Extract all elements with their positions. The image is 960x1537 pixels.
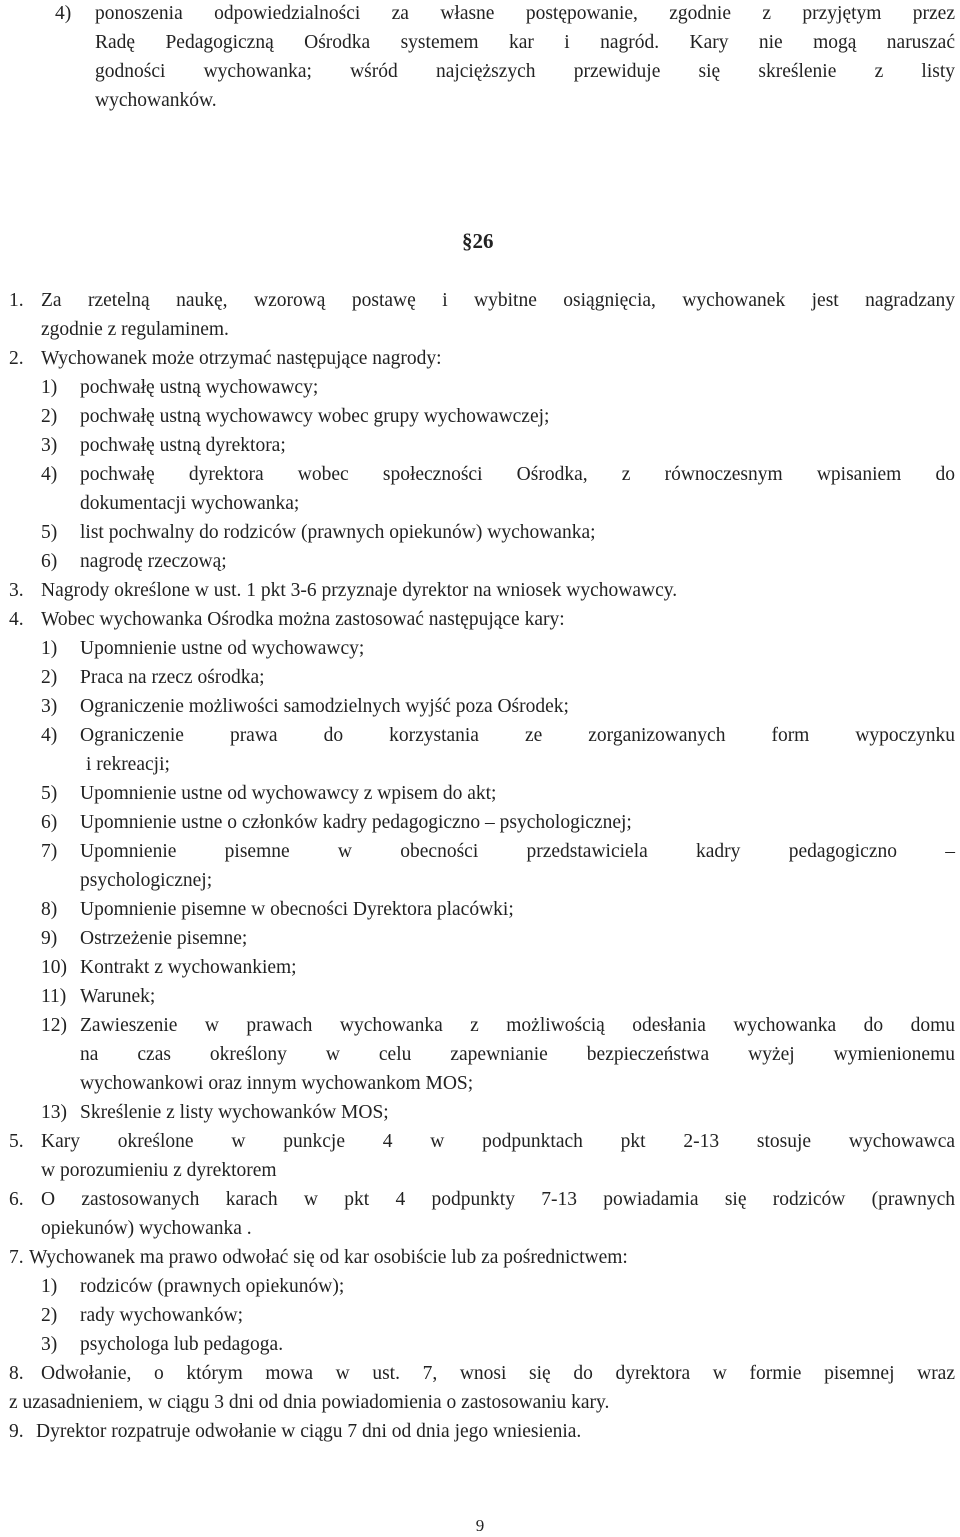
- list-item: list pochwalny do rodziców (prawnych opiekunów) wychowanka;: [80, 522, 596, 543]
- list-number: 1): [41, 377, 58, 398]
- paragraph-number: 5.: [9, 1131, 24, 1152]
- list-item: pochwałę ustną wychowawcy wobec grupy wychowawczej;: [80, 406, 550, 427]
- paragraph-number: 3.: [9, 580, 24, 601]
- text-line: O zastosowanych karach w pkt 4 podpunkty 7-13 powiadamia się rodziców (prawnych: [41, 1189, 955, 1210]
- list-item: dokumentacji wychowanka;: [80, 493, 300, 514]
- list-number: 4): [41, 725, 58, 746]
- text-line: godności wychowanka; wśród najcięższych przewiduje się skreślenie z listy: [95, 61, 955, 82]
- list-number: 12): [41, 1015, 67, 1036]
- list-item: pochwałę ustną dyrektora;: [80, 435, 286, 456]
- list-item: Upomnienie ustne od wychowawcy z wpisem do akt;: [80, 783, 497, 804]
- text-line: Wychowanek może otrzymać następujące nagrody:: [41, 348, 442, 369]
- paragraph-number: 9.: [9, 1421, 24, 1442]
- list-item: Upomnienie ustne o członków kadry pedagogiczno – psychologicznej;: [80, 812, 632, 833]
- list-item: Kontrakt z wychowankiem;: [80, 957, 297, 978]
- text-line: zgodnie z regulaminem.: [41, 319, 229, 340]
- list-item: wychowankowi oraz innym wychowankom MOS;: [80, 1073, 474, 1094]
- paragraph-number: 8.: [9, 1363, 24, 1384]
- text-line: Nagrody określone w ust. 1 pkt 3-6 przyznaje dyrektor na wniosek wychowawcy.: [41, 580, 678, 601]
- list-number: 2): [41, 667, 58, 688]
- text-line: Dyrektor rozpatruje odwołanie w ciągu 7 dni od dnia jego wniesienia.: [36, 1421, 582, 1442]
- paragraph-number: 4.: [9, 609, 24, 630]
- list-number: 5): [41, 522, 58, 543]
- list-item: pochwałę dyrektora wobec społeczności Ośrodka, z równoczesnym wpisaniem do: [80, 464, 955, 485]
- list-item: Ograniczenie możliwości samodzielnych wyjść poza Ośrodek;: [80, 696, 569, 717]
- list-item: Warunek;: [80, 986, 156, 1007]
- text-line: Radę Pedagogiczną Ośrodka systemem kar i nagród. Kary nie mogą naruszać: [95, 32, 955, 53]
- list-item: Skreślenie z listy wychowanków MOS;: [80, 1102, 389, 1123]
- list-item: Upomnienie pisemne w obecności przedstawiciela kadry pedagogiczno –: [80, 841, 955, 862]
- paragraph-number: 1.: [9, 290, 24, 311]
- list-number: 1): [41, 638, 58, 659]
- text-line: Kary określone w punkcje 4 w podpunktach pkt 2-13 stosuje wychowawca: [41, 1131, 955, 1152]
- list-number: 10): [41, 957, 67, 978]
- list-item: na czas określony w celu zapewnianie bezpieczeństwa wyżej wymienionemu: [80, 1044, 955, 1065]
- list-item: rady wychowanków;: [80, 1305, 243, 1326]
- text-line: z uzasadnieniem, w ciągu 3 dni od dnia powiadomienia o zastosowaniu kary.: [9, 1392, 610, 1413]
- section-heading: §26: [462, 229, 494, 253]
- list-number: 7): [41, 841, 58, 862]
- list-item: Zawieszenie w prawach wychowanka z możliwością odesłania wychowanka do domu: [80, 1015, 955, 1036]
- list-item: Ostrzeżenie pisemne;: [80, 928, 248, 949]
- list-item: rodziców (prawnych opiekunów);: [80, 1276, 345, 1297]
- text-line: Wychowanek ma prawo odwołać się od kar osobiście lub za pośrednictwem:: [29, 1247, 628, 1268]
- list-item: Upomnienie pisemne w obecności Dyrektora placówki;: [80, 899, 514, 920]
- list-number: 9): [41, 928, 58, 949]
- list-item: Upomnienie ustne od wychowawcy;: [80, 638, 365, 659]
- list-number: 3): [41, 435, 58, 456]
- list-number: 3): [41, 696, 58, 717]
- list-item: psychologa lub pedagoga.: [80, 1334, 284, 1355]
- list-number: 8): [41, 899, 58, 920]
- paragraph-number: 6.: [9, 1189, 24, 1210]
- list-number: 6): [41, 812, 58, 833]
- section-number: 26: [472, 229, 494, 253]
- list-item: pochwałę ustną wychowawcy;: [80, 377, 319, 398]
- list-number: 2): [41, 1305, 58, 1326]
- page-number: 9: [475, 1516, 485, 1535]
- list-item: Ograniczenie prawa do korzystania ze zorganizowanych form wypoczynku: [80, 725, 955, 746]
- list-item: psychologicznej;: [80, 870, 213, 891]
- text-line: Wobec wychowanka Ośrodka można zastosować następujące kary:: [41, 609, 565, 630]
- list-number: 2): [41, 406, 58, 427]
- list-number: 4): [55, 3, 72, 24]
- list-number: 1): [41, 1276, 58, 1297]
- paragraph-number: 7.: [9, 1247, 24, 1268]
- list-number: 5): [41, 783, 58, 804]
- text-line: opiekunów) wychowanka .: [41, 1218, 252, 1239]
- text-line: Za rzetelną naukę, wzorową postawę i wybitne osiągnięcia, wychowanek jest nagradzany: [41, 290, 955, 311]
- list-item: i rekreacji;: [86, 754, 170, 775]
- list-item: Praca na rzecz ośrodka;: [80, 667, 265, 688]
- text-line: Odwołanie, o którym mowa w ust. 7, wnosi się do dyrektora w formie pisemnej wraz: [41, 1363, 955, 1384]
- list-number: 4): [41, 464, 58, 485]
- text-line: w porozumieniu z dyrektorem: [41, 1160, 277, 1181]
- text-line: ponoszenia odpowiedzialności za własne postępowanie, zgodnie z przyjętym przez: [95, 3, 955, 24]
- text-line: wychowanków.: [95, 90, 217, 111]
- paragraph-number: 2.: [9, 348, 24, 369]
- list-item: nagrodę rzeczową;: [80, 551, 227, 572]
- list-number: 3): [41, 1334, 58, 1355]
- list-number: 11): [41, 986, 67, 1007]
- list-number: 6): [41, 551, 58, 572]
- list-number: 13): [41, 1102, 67, 1123]
